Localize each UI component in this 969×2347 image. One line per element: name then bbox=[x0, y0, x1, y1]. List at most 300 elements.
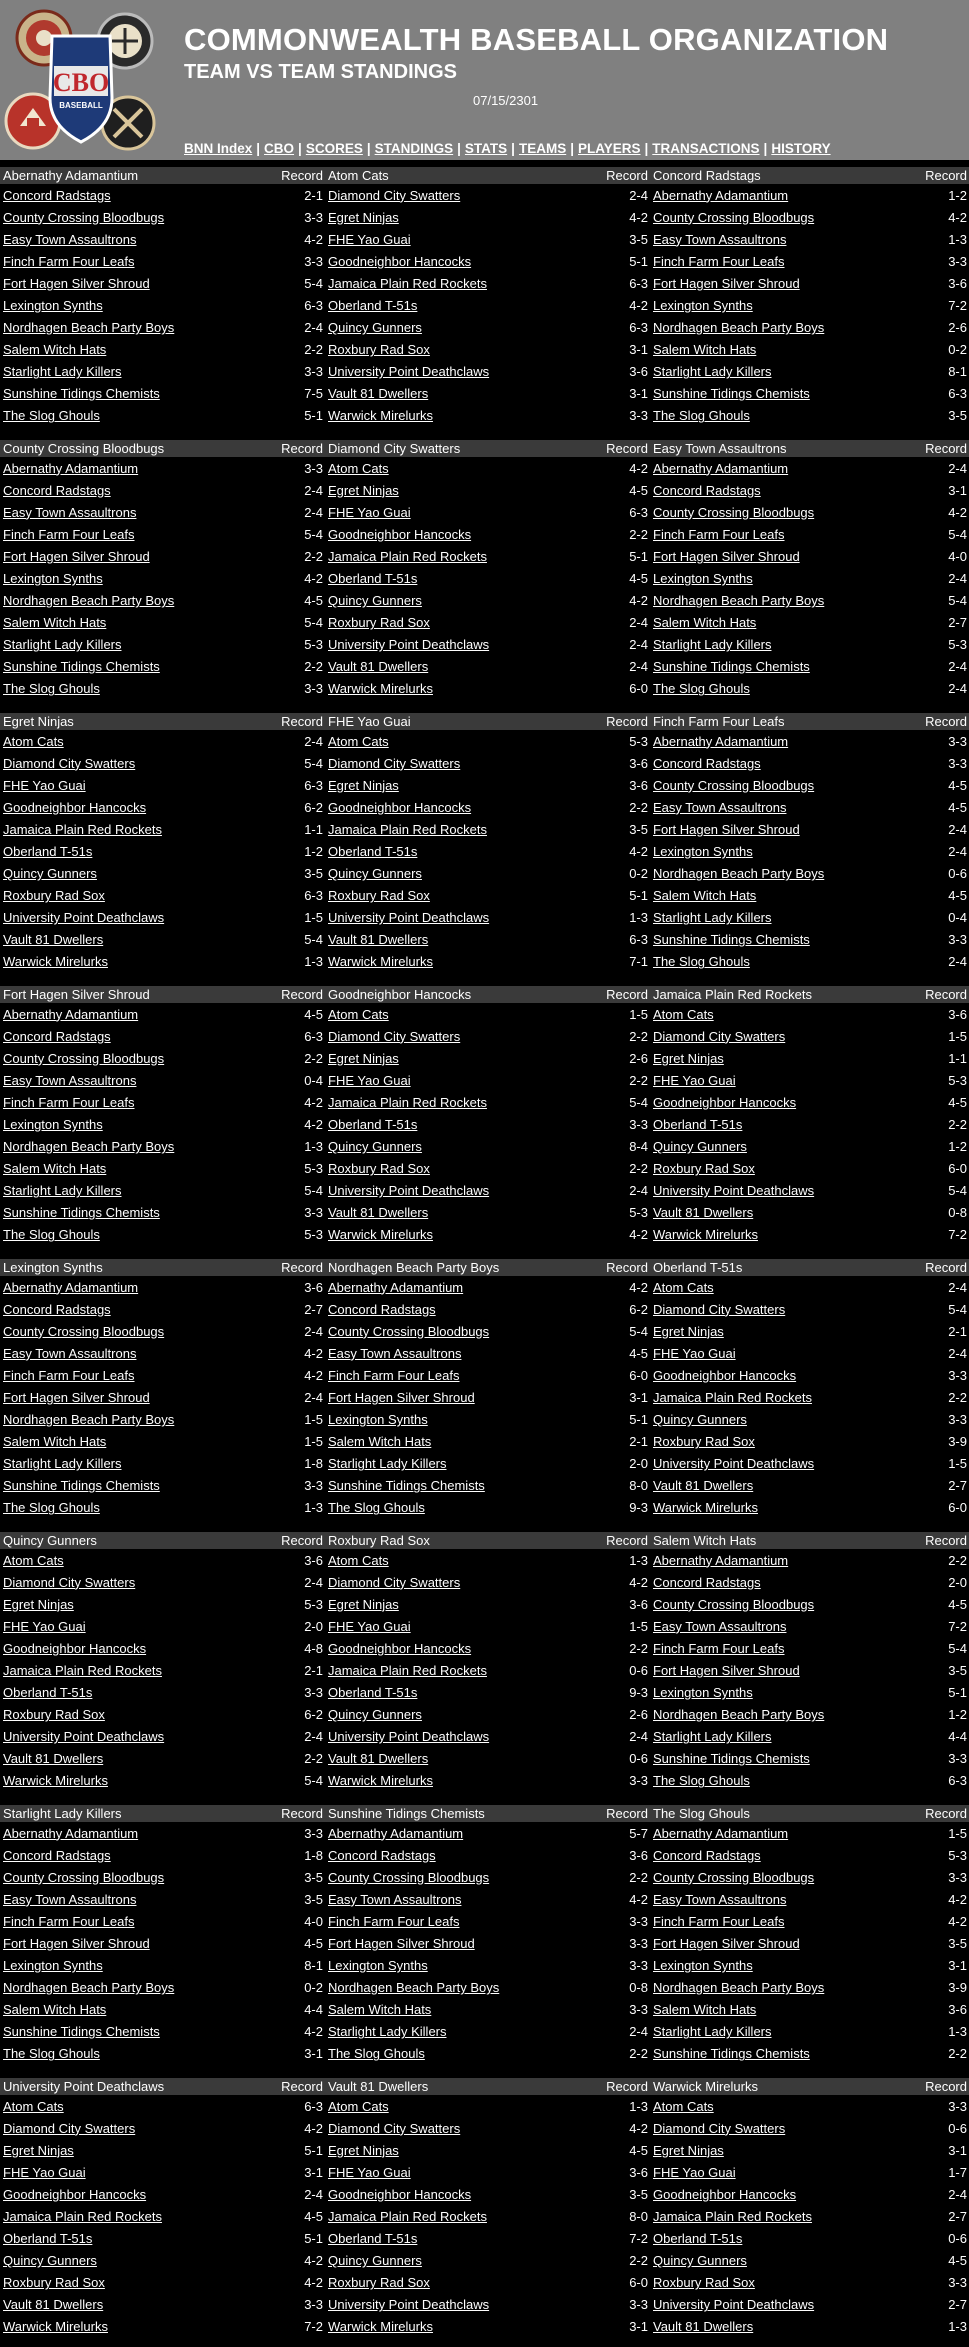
opponent-link[interactable]: County Crossing Bloodbugs bbox=[3, 1869, 165, 1885]
opponent-link[interactable]: Lexington Synths bbox=[653, 298, 753, 314]
opponent-link[interactable]: Diamond City Swatters bbox=[328, 187, 461, 203]
opponent-link[interactable]: Vault 81 Dwellers bbox=[328, 1205, 429, 1221]
opponent-link[interactable]: Roxbury Rad Sox bbox=[3, 2275, 105, 2291]
opponent-link[interactable]: Easy Town Assaultrons bbox=[3, 1345, 137, 1361]
opponent-link[interactable]: Egret Ninjas bbox=[653, 1050, 724, 1066]
opponent-link[interactable]: County Crossing Bloodbugs bbox=[653, 1869, 815, 1885]
opponent-link[interactable]: Finch Farm Four Leafs bbox=[653, 1640, 785, 1656]
opponent-link[interactable]: Warwick Mirelurks bbox=[328, 2319, 433, 2335]
opponent-link[interactable]: Salem Witch Hats bbox=[3, 615, 107, 631]
opponent-link[interactable]: Goodneighbor Hancocks bbox=[3, 2186, 147, 2202]
opponent-link[interactable]: Oberland T-51s bbox=[3, 2231, 93, 2247]
opponent-link[interactable]: Diamond City Swatters bbox=[328, 1028, 461, 1044]
record-value: 1-5 bbox=[629, 1006, 648, 1022]
opponent-link[interactable]: University Point Deathclaws bbox=[3, 1729, 165, 1745]
opponent-link[interactable]: Diamond City Swatters bbox=[328, 2120, 461, 2136]
opponent-link[interactable]: Lexington Synths bbox=[653, 844, 753, 860]
opponent-link[interactable]: Sunshine Tidings Chemists bbox=[653, 932, 810, 948]
record-column-header: Record bbox=[281, 714, 323, 729]
opponent-link[interactable]: Abernathy Adamantium bbox=[653, 187, 789, 203]
opponent-link[interactable]: Concord Radstags bbox=[3, 187, 111, 203]
opponent-link[interactable]: Starlight Lady Killers bbox=[3, 1183, 122, 1199]
opponent-link[interactable]: Lexington Synths bbox=[328, 1412, 428, 1428]
opponent-link[interactable]: Starlight Lady Killers bbox=[653, 2024, 772, 2040]
opponent-link[interactable]: Oberland T-51s bbox=[328, 298, 418, 314]
opponent-link[interactable]: Finch Farm Four Leafs bbox=[3, 253, 135, 269]
opponent-link[interactable]: Goodneighbor Hancocks bbox=[328, 253, 472, 269]
opponent-link[interactable]: Concord Radstags bbox=[653, 482, 761, 498]
opponent-link[interactable]: Easy Town Assaultrons bbox=[653, 231, 787, 247]
opponent-link[interactable]: Atom Cats bbox=[328, 1006, 389, 1022]
opponent-link[interactable]: Easy Town Assaultrons bbox=[3, 1072, 137, 1088]
opponent-link[interactable]: Atom Cats bbox=[3, 2098, 64, 2114]
matchup-row bbox=[650, 2250, 969, 2272]
opponent-link[interactable]: Nordhagen Beach Party Boys bbox=[3, 1139, 175, 1155]
opponent-link[interactable]: Jamaica Plain Red Rockets bbox=[328, 548, 487, 564]
opponent-link[interactable]: Warwick Mirelurks bbox=[3, 954, 108, 970]
opponent-link[interactable]: Atom Cats bbox=[328, 733, 389, 749]
opponent-link[interactable]: Sunshine Tidings Chemists bbox=[3, 2024, 160, 2040]
opponent-link[interactable]: The Slog Ghouls bbox=[653, 408, 750, 424]
opponent-link[interactable]: Lexington Synths bbox=[653, 1685, 753, 1701]
opponent-link[interactable]: County Crossing Bloodbugs bbox=[3, 1323, 165, 1339]
opponent-link[interactable]: Warwick Mirelurks bbox=[3, 2319, 108, 2335]
opponent-link[interactable]: Roxbury Rad Sox bbox=[653, 1161, 755, 1177]
opponent-link[interactable]: Quincy Gunners bbox=[653, 2253, 747, 2269]
matchup-row bbox=[650, 1158, 969, 1180]
opponent-link[interactable]: Oberland T-51s bbox=[328, 1685, 418, 1701]
opponent-link[interactable]: FHE Yao Guai bbox=[328, 2164, 411, 2180]
matchup-row bbox=[650, 907, 969, 929]
opponent-link[interactable]: Jamaica Plain Red Rockets bbox=[3, 1663, 162, 1679]
opponent-link[interactable]: The Slog Ghouls bbox=[653, 681, 750, 697]
opponent-link[interactable]: Salem Witch Hats bbox=[3, 1161, 107, 1177]
opponent-link[interactable]: Concord Radstags bbox=[3, 1028, 111, 1044]
opponent-link[interactable]: Diamond City Swatters bbox=[328, 755, 461, 771]
record-value: 4-2 bbox=[629, 1891, 648, 1907]
opponent-link[interactable]: FHE Yao Guai bbox=[653, 2164, 736, 2180]
opponent-link[interactable]: Goodneighbor Hancocks bbox=[653, 2186, 797, 2202]
nav-link-scores[interactable]: SCORES bbox=[305, 141, 363, 156]
opponent-link[interactable]: County Crossing Bloodbugs bbox=[3, 1050, 165, 1066]
opponent-link[interactable]: County Crossing Bloodbugs bbox=[653, 1596, 815, 1612]
opponent-link[interactable]: Nordhagen Beach Party Boys bbox=[3, 1980, 175, 1996]
opponent-link[interactable]: Warwick Mirelurks bbox=[653, 1227, 758, 1243]
record-value: 2-1 bbox=[304, 187, 323, 203]
opponent-link[interactable]: Finch Farm Four Leafs bbox=[3, 1913, 135, 1929]
opponent-link[interactable]: Starlight Lady Killers bbox=[653, 1729, 772, 1745]
opponent-link[interactable]: Fort Hagen Silver Shroud bbox=[328, 1390, 475, 1406]
opponent-link[interactable]: The Slog Ghouls bbox=[328, 1500, 425, 1516]
opponent-link[interactable]: Quincy Gunners bbox=[328, 593, 422, 609]
opponent-link[interactable]: Warwick Mirelurks bbox=[328, 1227, 433, 1243]
opponent-link[interactable]: Vault 81 Dwellers bbox=[328, 932, 429, 948]
record-value: 2-7 bbox=[948, 615, 967, 631]
opponent-link[interactable]: Lexington Synths bbox=[653, 571, 753, 587]
record-value: 3-5 bbox=[629, 821, 648, 837]
opponent-link[interactable]: Easy Town Assaultrons bbox=[328, 1891, 462, 1907]
opponent-link[interactable]: Lexington Synths bbox=[3, 298, 103, 314]
opponent-link[interactable]: Atom Cats bbox=[328, 460, 389, 476]
opponent-link[interactable]: Salem Witch Hats bbox=[3, 2002, 107, 2018]
opponent-link[interactable]: Oberland T-51s bbox=[328, 2231, 418, 2247]
opponent-link[interactable]: Egret Ninjas bbox=[328, 1596, 399, 1612]
opponent-link[interactable]: Nordhagen Beach Party Boys bbox=[328, 1980, 500, 1996]
opponent-link[interactable]: Atom Cats bbox=[3, 733, 64, 749]
opponent-link[interactable]: Jamaica Plain Red Rockets bbox=[653, 2209, 812, 2225]
opponent-link[interactable]: Nordhagen Beach Party Boys bbox=[653, 1980, 825, 1996]
opponent-link[interactable]: Finch Farm Four Leafs bbox=[3, 1367, 135, 1383]
opponent-link[interactable]: County Crossing Bloodbugs bbox=[653, 777, 815, 793]
opponent-link[interactable]: Fort Hagen Silver Shroud bbox=[3, 548, 150, 564]
opponent-link[interactable]: Warwick Mirelurks bbox=[328, 954, 433, 970]
opponent-link[interactable]: The Slog Ghouls bbox=[3, 681, 100, 697]
opponent-link[interactable]: Goodneighbor Hancocks bbox=[328, 1640, 472, 1656]
opponent-link[interactable]: Egret Ninjas bbox=[653, 1323, 724, 1339]
record-column-header: Record bbox=[606, 1806, 648, 1821]
opponent-link[interactable]: FHE Yao Guai bbox=[3, 777, 86, 793]
opponent-link[interactable]: Atom Cats bbox=[653, 1279, 714, 1295]
nav-link-standings[interactable]: STANDINGS bbox=[374, 141, 454, 156]
opponent-link[interactable]: Warwick Mirelurks bbox=[653, 1500, 758, 1516]
opponent-link[interactable]: University Point Deathclaws bbox=[653, 1456, 815, 1472]
opponent-link[interactable]: Diamond City Swatters bbox=[328, 1574, 461, 1590]
opponent-link[interactable]: FHE Yao Guai bbox=[3, 2164, 86, 2180]
opponent-link[interactable]: Fort Hagen Silver Shroud bbox=[653, 821, 800, 837]
matchup-row bbox=[650, 383, 969, 405]
opponent-link[interactable]: Abernathy Adamantium bbox=[328, 1279, 464, 1295]
opponent-link[interactable]: Goodneighbor Hancocks bbox=[653, 1094, 797, 1110]
opponent-link[interactable]: The Slog Ghouls bbox=[653, 954, 750, 970]
opponent-link[interactable]: Concord Radstags bbox=[653, 1847, 761, 1863]
opponent-link[interactable]: Finch Farm Four Leafs bbox=[653, 253, 785, 269]
opponent-link[interactable]: Quincy Gunners bbox=[3, 2253, 97, 2269]
opponent-link[interactable]: County Crossing Bloodbugs bbox=[653, 209, 815, 225]
opponent-link[interactable]: Roxbury Rad Sox bbox=[328, 615, 430, 631]
opponent-link[interactable]: University Point Deathclaws bbox=[3, 910, 165, 926]
opponent-link[interactable]: Egret Ninjas bbox=[328, 777, 399, 793]
opponent-link[interactable]: Goodneighbor Hancocks bbox=[3, 799, 147, 815]
opponent-link[interactable]: Starlight Lady Killers bbox=[3, 637, 122, 653]
nav-link-teams[interactable]: TEAMS bbox=[518, 141, 567, 156]
opponent-link[interactable]: Concord Radstags bbox=[328, 1847, 436, 1863]
opponent-link[interactable]: FHE Yao Guai bbox=[653, 1345, 736, 1361]
opponent-link[interactable]: County Crossing Bloodbugs bbox=[328, 1323, 490, 1339]
opponent-link[interactable]: Oberland T-51s bbox=[328, 844, 418, 860]
opponent-link[interactable]: Sunshine Tidings Chemists bbox=[653, 2046, 810, 2062]
opponent-link[interactable]: University Point Deathclaws bbox=[328, 637, 490, 653]
record-value: 5-1 bbox=[629, 548, 648, 564]
opponent-link[interactable]: Salem Witch Hats bbox=[3, 1434, 107, 1450]
opponent-link[interactable]: Concord Radstags bbox=[328, 1301, 436, 1317]
opponent-link[interactable]: Oberland T-51s bbox=[653, 1117, 743, 1133]
matchup-row bbox=[0, 383, 325, 405]
opponent-link[interactable]: Fort Hagen Silver Shroud bbox=[653, 1936, 800, 1952]
opponent-link[interactable]: Jamaica Plain Red Rockets bbox=[328, 821, 487, 837]
opponent-link[interactable]: Atom Cats bbox=[328, 2098, 389, 2114]
opponent-link[interactable]: Roxbury Rad Sox bbox=[653, 2275, 755, 2291]
opponent-link[interactable]: Egret Ninjas bbox=[653, 2142, 724, 2158]
league-logo-cluster[interactable] bbox=[0, 8, 162, 152]
opponent-link[interactable]: Sunshine Tidings Chemists bbox=[653, 386, 810, 402]
opponent-link[interactable]: Vault 81 Dwellers bbox=[653, 2319, 754, 2335]
opponent-link[interactable]: Starlight Lady Killers bbox=[328, 2024, 447, 2040]
opponent-link[interactable]: Salem Witch Hats bbox=[328, 2002, 432, 2018]
nav-link-transactions[interactable]: TRANSACTIONS bbox=[652, 141, 760, 156]
opponent-link[interactable]: Fort Hagen Silver Shroud bbox=[3, 275, 150, 291]
opponent-link[interactable]: Diamond City Swatters bbox=[653, 1301, 786, 1317]
opponent-link[interactable]: Egret Ninjas bbox=[3, 2142, 74, 2158]
opponent-link[interactable]: Easy Town Assaultrons bbox=[3, 1891, 137, 1907]
opponent-link[interactable]: Abernathy Adamantium bbox=[653, 1552, 789, 1568]
opponent-link[interactable]: Warwick Mirelurks bbox=[328, 681, 433, 697]
opponent-link[interactable]: Oberland T-51s bbox=[328, 571, 418, 587]
opponent-link[interactable]: Easy Town Assaultrons bbox=[653, 1618, 787, 1634]
opponent-link[interactable]: Salem Witch Hats bbox=[653, 2002, 757, 2018]
opponent-link[interactable]: Easy Town Assaultrons bbox=[328, 1345, 462, 1361]
team-header bbox=[650, 1532, 969, 1549]
nav-link-stats[interactable]: STATS bbox=[464, 141, 508, 156]
nav-link-history[interactable]: HISTORY bbox=[771, 141, 831, 156]
opponent-link[interactable]: Nordhagen Beach Party Boys bbox=[653, 593, 825, 609]
opponent-link[interactable]: Quincy Gunners bbox=[328, 866, 422, 882]
opponent-link[interactable]: Salem Witch Hats bbox=[653, 888, 757, 904]
opponent-link[interactable]: Concord Radstags bbox=[3, 1847, 111, 1863]
opponent-link[interactable]: Quincy Gunners bbox=[3, 866, 97, 882]
opponent-link[interactable]: Starlight Lady Killers bbox=[3, 1456, 122, 1472]
opponent-link[interactable]: Sunshine Tidings Chemists bbox=[653, 659, 810, 675]
opponent-link[interactable]: Sunshine Tidings Chemists bbox=[3, 659, 160, 675]
opponent-link[interactable]: The Slog Ghouls bbox=[3, 408, 100, 424]
opponent-link[interactable]: Concord Radstags bbox=[653, 755, 761, 771]
opponent-link[interactable]: Nordhagen Beach Party Boys bbox=[3, 1412, 175, 1428]
opponent-link[interactable]: Atom Cats bbox=[328, 1552, 389, 1568]
opponent-link[interactable]: The Slog Ghouls bbox=[3, 2046, 100, 2062]
record-value: 3-6 bbox=[629, 755, 648, 771]
opponent-link[interactable]: FHE Yao Guai bbox=[328, 1618, 411, 1634]
opponent-link[interactable]: Jamaica Plain Red Rockets bbox=[328, 275, 487, 291]
opponent-link[interactable]: Salem Witch Hats bbox=[328, 1434, 432, 1450]
opponent-link[interactable]: Fort Hagen Silver Shroud bbox=[3, 1936, 150, 1952]
opponent-link[interactable]: Salem Witch Hats bbox=[3, 342, 107, 358]
opponent-link[interactable]: Atom Cats bbox=[653, 2098, 714, 2114]
opponent-link[interactable]: Quincy Gunners bbox=[328, 320, 422, 336]
opponent-link[interactable]: Easy Town Assaultrons bbox=[653, 799, 787, 815]
opponent-link[interactable]: The Slog Ghouls bbox=[3, 1227, 100, 1243]
opponent-link[interactable]: University Point Deathclaws bbox=[653, 2297, 815, 2313]
team-header bbox=[325, 440, 650, 457]
opponent-link[interactable]: Jamaica Plain Red Rockets bbox=[3, 2209, 162, 2225]
opponent-link[interactable]: Goodneighbor Hancocks bbox=[328, 526, 472, 542]
opponent-link[interactable]: Jamaica Plain Red Rockets bbox=[328, 1663, 487, 1679]
opponent-link[interactable]: Concord Radstags bbox=[653, 1574, 761, 1590]
opponent-link[interactable]: Diamond City Swatters bbox=[3, 755, 136, 771]
nav-link-cbo[interactable]: CBO bbox=[264, 141, 295, 156]
opponent-link[interactable]: Starlight Lady Killers bbox=[653, 364, 772, 380]
opponent-link[interactable]: Roxbury Rad Sox bbox=[328, 888, 430, 904]
opponent-link[interactable]: Nordhagen Beach Party Boys bbox=[3, 593, 175, 609]
opponent-link[interactable]: Fort Hagen Silver Shroud bbox=[653, 1663, 800, 1679]
opponent-link[interactable]: University Point Deathclaws bbox=[328, 1183, 490, 1199]
matchup-row bbox=[650, 590, 969, 612]
opponent-link[interactable]: The Slog Ghouls bbox=[3, 1500, 100, 1516]
nav-link-bnn-index[interactable]: BNN Index bbox=[184, 141, 253, 156]
opponent-link[interactable]: FHE Yao Guai bbox=[3, 1618, 86, 1634]
opponent-link[interactable]: Egret Ninjas bbox=[3, 1596, 74, 1612]
opponent-link[interactable]: Vault 81 Dwellers bbox=[328, 1751, 429, 1767]
opponent-link[interactable]: Atom Cats bbox=[3, 1552, 64, 1568]
opponent-link[interactable]: Roxbury Rad Sox bbox=[328, 342, 430, 358]
opponent-link[interactable]: Goodneighbor Hancocks bbox=[328, 2186, 472, 2202]
opponent-link[interactable]: Oberland T-51s bbox=[653, 2231, 743, 2247]
opponent-link[interactable]: Roxbury Rad Sox bbox=[3, 888, 105, 904]
opponent-link[interactable]: Fort Hagen Silver Shroud bbox=[653, 548, 800, 564]
opponent-link[interactable]: Abernathy Adamantium bbox=[3, 1279, 139, 1295]
opponent-link[interactable]: Abernathy Adamantium bbox=[653, 733, 789, 749]
record-value: 4-5 bbox=[948, 799, 967, 815]
opponent-link[interactable]: Starlight Lady Killers bbox=[653, 910, 772, 926]
opponent-link[interactable]: Quincy Gunners bbox=[653, 1139, 747, 1155]
opponent-link[interactable]: Fort Hagen Silver Shroud bbox=[328, 1936, 475, 1952]
opponent-link[interactable]: Roxbury Rad Sox bbox=[328, 1161, 430, 1177]
opponent-link[interactable]: Finch Farm Four Leafs bbox=[653, 1913, 785, 1929]
opponent-link[interactable]: Finch Farm Four Leafs bbox=[3, 526, 135, 542]
record-value: 6-3 bbox=[948, 386, 967, 402]
opponent-link[interactable]: Nordhagen Beach Party Boys bbox=[653, 866, 825, 882]
opponent-link[interactable]: Jamaica Plain Red Rockets bbox=[328, 1094, 487, 1110]
opponent-link[interactable]: University Point Deathclaws bbox=[653, 1183, 815, 1199]
opponent-link[interactable]: Finch Farm Four Leafs bbox=[328, 1367, 460, 1383]
opponent-link[interactable]: Concord Radstags bbox=[3, 482, 111, 498]
opponent-link[interactable]: Warwick Mirelurks bbox=[3, 1773, 108, 1789]
opponent-link[interactable]: Oberland T-51s bbox=[3, 1685, 93, 1701]
opponent-link[interactable]: Roxbury Rad Sox bbox=[3, 1707, 105, 1723]
opponent-link[interactable]: Goodneighbor Hancocks bbox=[653, 1367, 797, 1383]
opponent-link[interactable]: Lexington Synths bbox=[653, 1958, 753, 1974]
opponent-link[interactable]: Abernathy Adamantium bbox=[3, 1825, 139, 1841]
opponent-link[interactable]: FHE Yao Guai bbox=[328, 504, 411, 520]
opponent-link[interactable]: University Point Deathclaws bbox=[328, 910, 490, 926]
record-value: 0-8 bbox=[629, 1980, 648, 1996]
opponent-link[interactable]: Quincy Gunners bbox=[328, 2253, 422, 2269]
opponent-link[interactable]: County Crossing Bloodbugs bbox=[653, 504, 815, 520]
opponent-link[interactable]: Finch Farm Four Leafs bbox=[328, 1913, 460, 1929]
opponent-link[interactable]: Starlight Lady Killers bbox=[653, 637, 772, 653]
opponent-link[interactable]: Vault 81 Dwellers bbox=[3, 932, 104, 948]
opponent-link[interactable]: Vault 81 Dwellers bbox=[3, 2297, 104, 2313]
opponent-link[interactable]: University Point Deathclaws bbox=[328, 364, 490, 380]
matchup-row bbox=[650, 1047, 969, 1069]
opponent-link[interactable]: Egret Ninjas bbox=[328, 1050, 399, 1066]
opponent-link[interactable]: Abernathy Adamantium bbox=[653, 460, 789, 476]
opponent-link[interactable]: Lexington Synths bbox=[328, 1958, 428, 1974]
opponent-link[interactable]: Diamond City Swatters bbox=[653, 2120, 786, 2136]
opponent-link[interactable]: Starlight Lady Killers bbox=[3, 364, 122, 380]
opponent-link[interactable]: Lexington Synths bbox=[3, 571, 103, 587]
opponent-link[interactable]: Jamaica Plain Red Rockets bbox=[653, 1390, 812, 1406]
opponent-link[interactable]: Vault 81 Dwellers bbox=[328, 386, 429, 402]
opponent-link[interactable]: Easy Town Assaultrons bbox=[653, 1891, 787, 1907]
opponent-link[interactable]: Sunshine Tidings Chemists bbox=[653, 1751, 810, 1767]
opponent-link[interactable]: Salem Witch Hats bbox=[653, 342, 757, 358]
opponent-link[interactable]: Egret Ninjas bbox=[328, 2142, 399, 2158]
opponent-link[interactable]: Diamond City Swatters bbox=[3, 2120, 136, 2136]
opponent-link[interactable]: Vault 81 Dwellers bbox=[653, 1478, 754, 1494]
opponent-link[interactable]: Abernathy Adamantium bbox=[328, 1825, 464, 1841]
opponent-link[interactable]: Vault 81 Dwellers bbox=[653, 1205, 754, 1221]
opponent-link[interactable]: Abernathy Adamantium bbox=[3, 460, 139, 476]
opponent-link[interactable]: The Slog Ghouls bbox=[328, 2046, 425, 2062]
opponent-link[interactable]: Roxbury Rad Sox bbox=[653, 1434, 755, 1450]
opponent-link[interactable]: Nordhagen Beach Party Boys bbox=[653, 320, 825, 336]
opponent-link[interactable]: Nordhagen Beach Party Boys bbox=[3, 320, 175, 336]
opponent-link[interactable]: Vault 81 Dwellers bbox=[3, 1751, 104, 1767]
opponent-link[interactable]: Diamond City Swatters bbox=[653, 1028, 786, 1044]
record-value: 3-1 bbox=[304, 2046, 323, 2062]
opponent-link[interactable]: Quincy Gunners bbox=[653, 1412, 747, 1428]
opponent-link[interactable]: Roxbury Rad Sox bbox=[328, 2275, 430, 2291]
opponent-link[interactable]: University Point Deathclaws bbox=[328, 2297, 490, 2313]
opponent-link[interactable]: Quincy Gunners bbox=[328, 1139, 422, 1155]
opponent-link[interactable]: Warwick Mirelurks bbox=[328, 408, 433, 424]
opponent-link[interactable]: Salem Witch Hats bbox=[653, 615, 757, 631]
opponent-link[interactable]: Egret Ninjas bbox=[328, 482, 399, 498]
opponent-link[interactable]: Starlight Lady Killers bbox=[328, 1456, 447, 1472]
opponent-link[interactable]: Goodneighbor Hancocks bbox=[328, 799, 472, 815]
team-header bbox=[0, 1532, 325, 1549]
opponent-link[interactable]: Oberland T-51s bbox=[3, 844, 93, 860]
opponent-link[interactable]: County Crossing Bloodbugs bbox=[3, 209, 165, 225]
opponent-link[interactable]: University Point Deathclaws bbox=[328, 1729, 490, 1745]
opponent-link[interactable]: Sunshine Tidings Chemists bbox=[3, 386, 160, 402]
matchup-row bbox=[0, 2095, 325, 2117]
opponent-link[interactable]: Goodneighbor Hancocks bbox=[3, 1640, 147, 1656]
opponent-link[interactable]: Quincy Gunners bbox=[328, 1707, 422, 1723]
opponent-link[interactable]: Abernathy Adamantium bbox=[3, 1006, 139, 1022]
opponent-link[interactable]: Atom Cats bbox=[653, 1006, 714, 1022]
opponent-link[interactable]: Lexington Synths bbox=[3, 1117, 103, 1133]
matchup-row bbox=[650, 1955, 969, 1977]
opponent-link[interactable]: County Crossing Bloodbugs bbox=[328, 1869, 490, 1885]
opponent-link[interactable]: Egret Ninjas bbox=[328, 209, 399, 225]
opponent-link[interactable]: Lexington Synths bbox=[3, 1958, 103, 1974]
opponent-link[interactable]: Finch Farm Four Leafs bbox=[653, 526, 785, 542]
opponent-link[interactable]: Easy Town Assaultrons bbox=[3, 504, 137, 520]
opponent-link[interactable]: Concord Radstags bbox=[3, 1301, 111, 1317]
opponent-link[interactable]: FHE Yao Guai bbox=[328, 231, 411, 247]
opponent-link[interactable]: Oberland T-51s bbox=[328, 1117, 418, 1133]
nav-link-players[interactable]: PLAYERS bbox=[577, 141, 641, 156]
opponent-link[interactable]: The Slog Ghouls bbox=[653, 1773, 750, 1789]
opponent-link[interactable]: FHE Yao Guai bbox=[328, 1072, 411, 1088]
opponent-link[interactable]: Easy Town Assaultrons bbox=[3, 231, 137, 247]
opponent-link[interactable]: Sunshine Tidings Chemists bbox=[3, 1205, 160, 1221]
team-name: Diamond City Swatters bbox=[328, 441, 461, 456]
opponent-link[interactable]: Fort Hagen Silver Shroud bbox=[3, 1390, 150, 1406]
opponent-link[interactable]: Nordhagen Beach Party Boys bbox=[653, 1707, 825, 1723]
opponent-link[interactable]: Abernathy Adamantium bbox=[653, 1825, 789, 1841]
opponent-link[interactable]: Jamaica Plain Red Rockets bbox=[3, 821, 162, 837]
opponent-link[interactable]: Jamaica Plain Red Rockets bbox=[328, 2209, 487, 2225]
opponent-link[interactable]: Warwick Mirelurks bbox=[328, 1773, 433, 1789]
opponent-link[interactable]: Fort Hagen Silver Shroud bbox=[653, 275, 800, 291]
opponent-link[interactable]: Sunshine Tidings Chemists bbox=[3, 1478, 160, 1494]
opponent-link[interactable]: Finch Farm Four Leafs bbox=[3, 1094, 135, 1110]
opponent-link[interactable]: Diamond City Swatters bbox=[3, 1574, 136, 1590]
opponent-link[interactable]: Vault 81 Dwellers bbox=[328, 659, 429, 675]
opponent-link[interactable]: Sunshine Tidings Chemists bbox=[328, 1478, 485, 1494]
opponent-link[interactable]: FHE Yao Guai bbox=[653, 1072, 736, 1088]
